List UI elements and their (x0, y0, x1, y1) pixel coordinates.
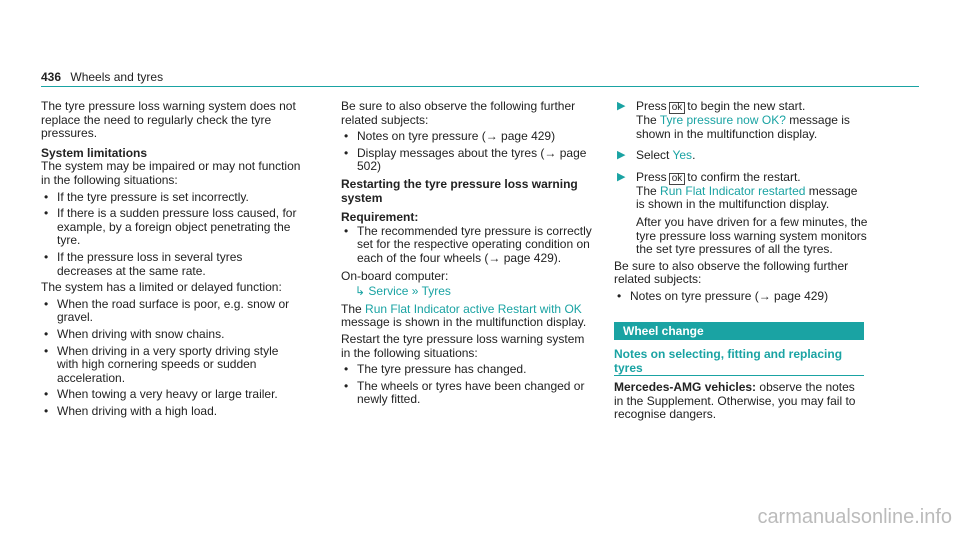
display-message-text: The Run Flat Indicator active Restart with OK message is shown in the multifunction display. (341, 301, 587, 330)
requirement-list (341, 225, 596, 266)
list-item[interactable]: • Notes on tyre pressure (→ page 429) (344, 129, 556, 144)
restart-heading: Restarting the tyre pressure loss warning system (341, 176, 578, 205)
list-item: • The wheels or tyres have been changed or newly fitted. (344, 378, 585, 407)
ok-key-icon: ok (669, 102, 686, 114)
limitations-list (41, 191, 301, 279)
list-item: • The recommended tyre pressure is correctly set for the respective operating condition on each of the four wheels (→ page 429). (344, 223, 592, 265)
onboard-label: On-board computer: (341, 268, 449, 283)
list-item: • If the pressure loss in several tyres decreases at the same rate. (44, 249, 243, 278)
list-item[interactable]: • Notes on tyre pressure (→ page 429) (617, 288, 829, 303)
list-item: • If the tyre pressure is set incorrectly. (44, 189, 249, 204)
step-arrow-icon: ▶ (617, 170, 626, 183)
menu-tyres: Tyres (421, 284, 451, 299)
display-message-name: Tyre pressure now OK? (659, 113, 786, 127)
requirement-heading: Requirement: (341, 210, 419, 225)
list-item: • When towing a very heavy or large trailer. (44, 387, 278, 402)
ok-key-icon: ok (669, 173, 686, 185)
header-rule (41, 86, 919, 87)
list-item: • When driving in a very sporty driving style with high cornering speeds or sudden acceleration. (44, 343, 279, 385)
delay-intro: The system has a limited or delayed function: (41, 280, 282, 295)
display-message-name: Run Flat Indicator active Restart with OK (365, 301, 582, 316)
list-item: • The tyre pressure has changed. (344, 362, 527, 377)
system-limitations-heading: System limitations (41, 145, 148, 160)
chapter-title: Wheels and tyres (70, 70, 164, 84)
column-3 (614, 100, 869, 307)
list-item: • When driving with a high load. (44, 403, 218, 418)
menu-path (341, 285, 596, 299)
delay-list (41, 298, 301, 419)
limitations-intro: The system may be impaired or may not function in the following situations: (41, 159, 301, 187)
watermark: carmanualsonline.info (757, 506, 952, 528)
step-1: ▶ Press ok to begin the new start. The Tyre pressure now OK? message is shown in the multifunction display. (617, 99, 850, 141)
intro-text: The tyre pressure loss warning system does not replace the need to regularly check the tyre pressures. (41, 99, 296, 141)
display-message-name: Run Flat Indicator restarted (660, 183, 806, 198)
column-2 (341, 100, 596, 410)
subsection-rule (614, 375, 864, 376)
restart-intro: Restart the tyre pressure loss warning system in the following situations: (341, 331, 585, 360)
double-chevron-icon: » (411, 284, 419, 299)
step-arrow-icon: ▶ (617, 100, 626, 112)
list-item: • When driving with snow chains. (44, 326, 225, 341)
subsection-heading: Notes on selecting, fitting and replacing tyres (614, 347, 843, 375)
list-item: • If there is a sudden pressure loss caused, for example, by a foreign object penetrating the tyre. (44, 206, 297, 248)
list-item[interactable]: • Display messages about the tyres (→ page 502) (344, 145, 587, 174)
related-list (341, 130, 596, 174)
step-3-note: After you have driven for a few minutes, the tyre pressure loss warning system monitors the set tyre pressures of all the tyres. (636, 214, 868, 257)
page-number: 436 (41, 70, 62, 84)
related-intro: Be sure to also observe the following further related subjects: (614, 258, 849, 287)
amg-note: Mercedes-AMG vehicles: observe the notes in the Supplement. Otherwise, you may fail to recognise dangers. (614, 380, 856, 422)
situations-list (341, 363, 596, 407)
section-banner: Wheel change (614, 322, 864, 340)
column-1 (41, 100, 301, 421)
related-list (614, 290, 869, 304)
page-header (41, 70, 163, 84)
step-3: ▶ Press ok to confirm the restart. The Run Flat Indicator restarted message is shown in the multifunction display. After you have driven for a few minutes, the tyre pressure loss warning system monitors the set tyre pressures of all the tyres. (617, 169, 868, 257)
step-arrow-icon: ▶ (617, 149, 626, 162)
list-item: • When the road surface is poor, e.g. snow or gravel. (44, 296, 290, 325)
submenu-arrow-icon: ↳ (355, 284, 366, 299)
yes-option: Yes (672, 148, 693, 163)
step-2: ▶ Select Yes. (617, 148, 696, 163)
menu-service: Service (368, 284, 409, 299)
related-intro: Be sure to also observe the following further related subjects: (341, 99, 576, 127)
